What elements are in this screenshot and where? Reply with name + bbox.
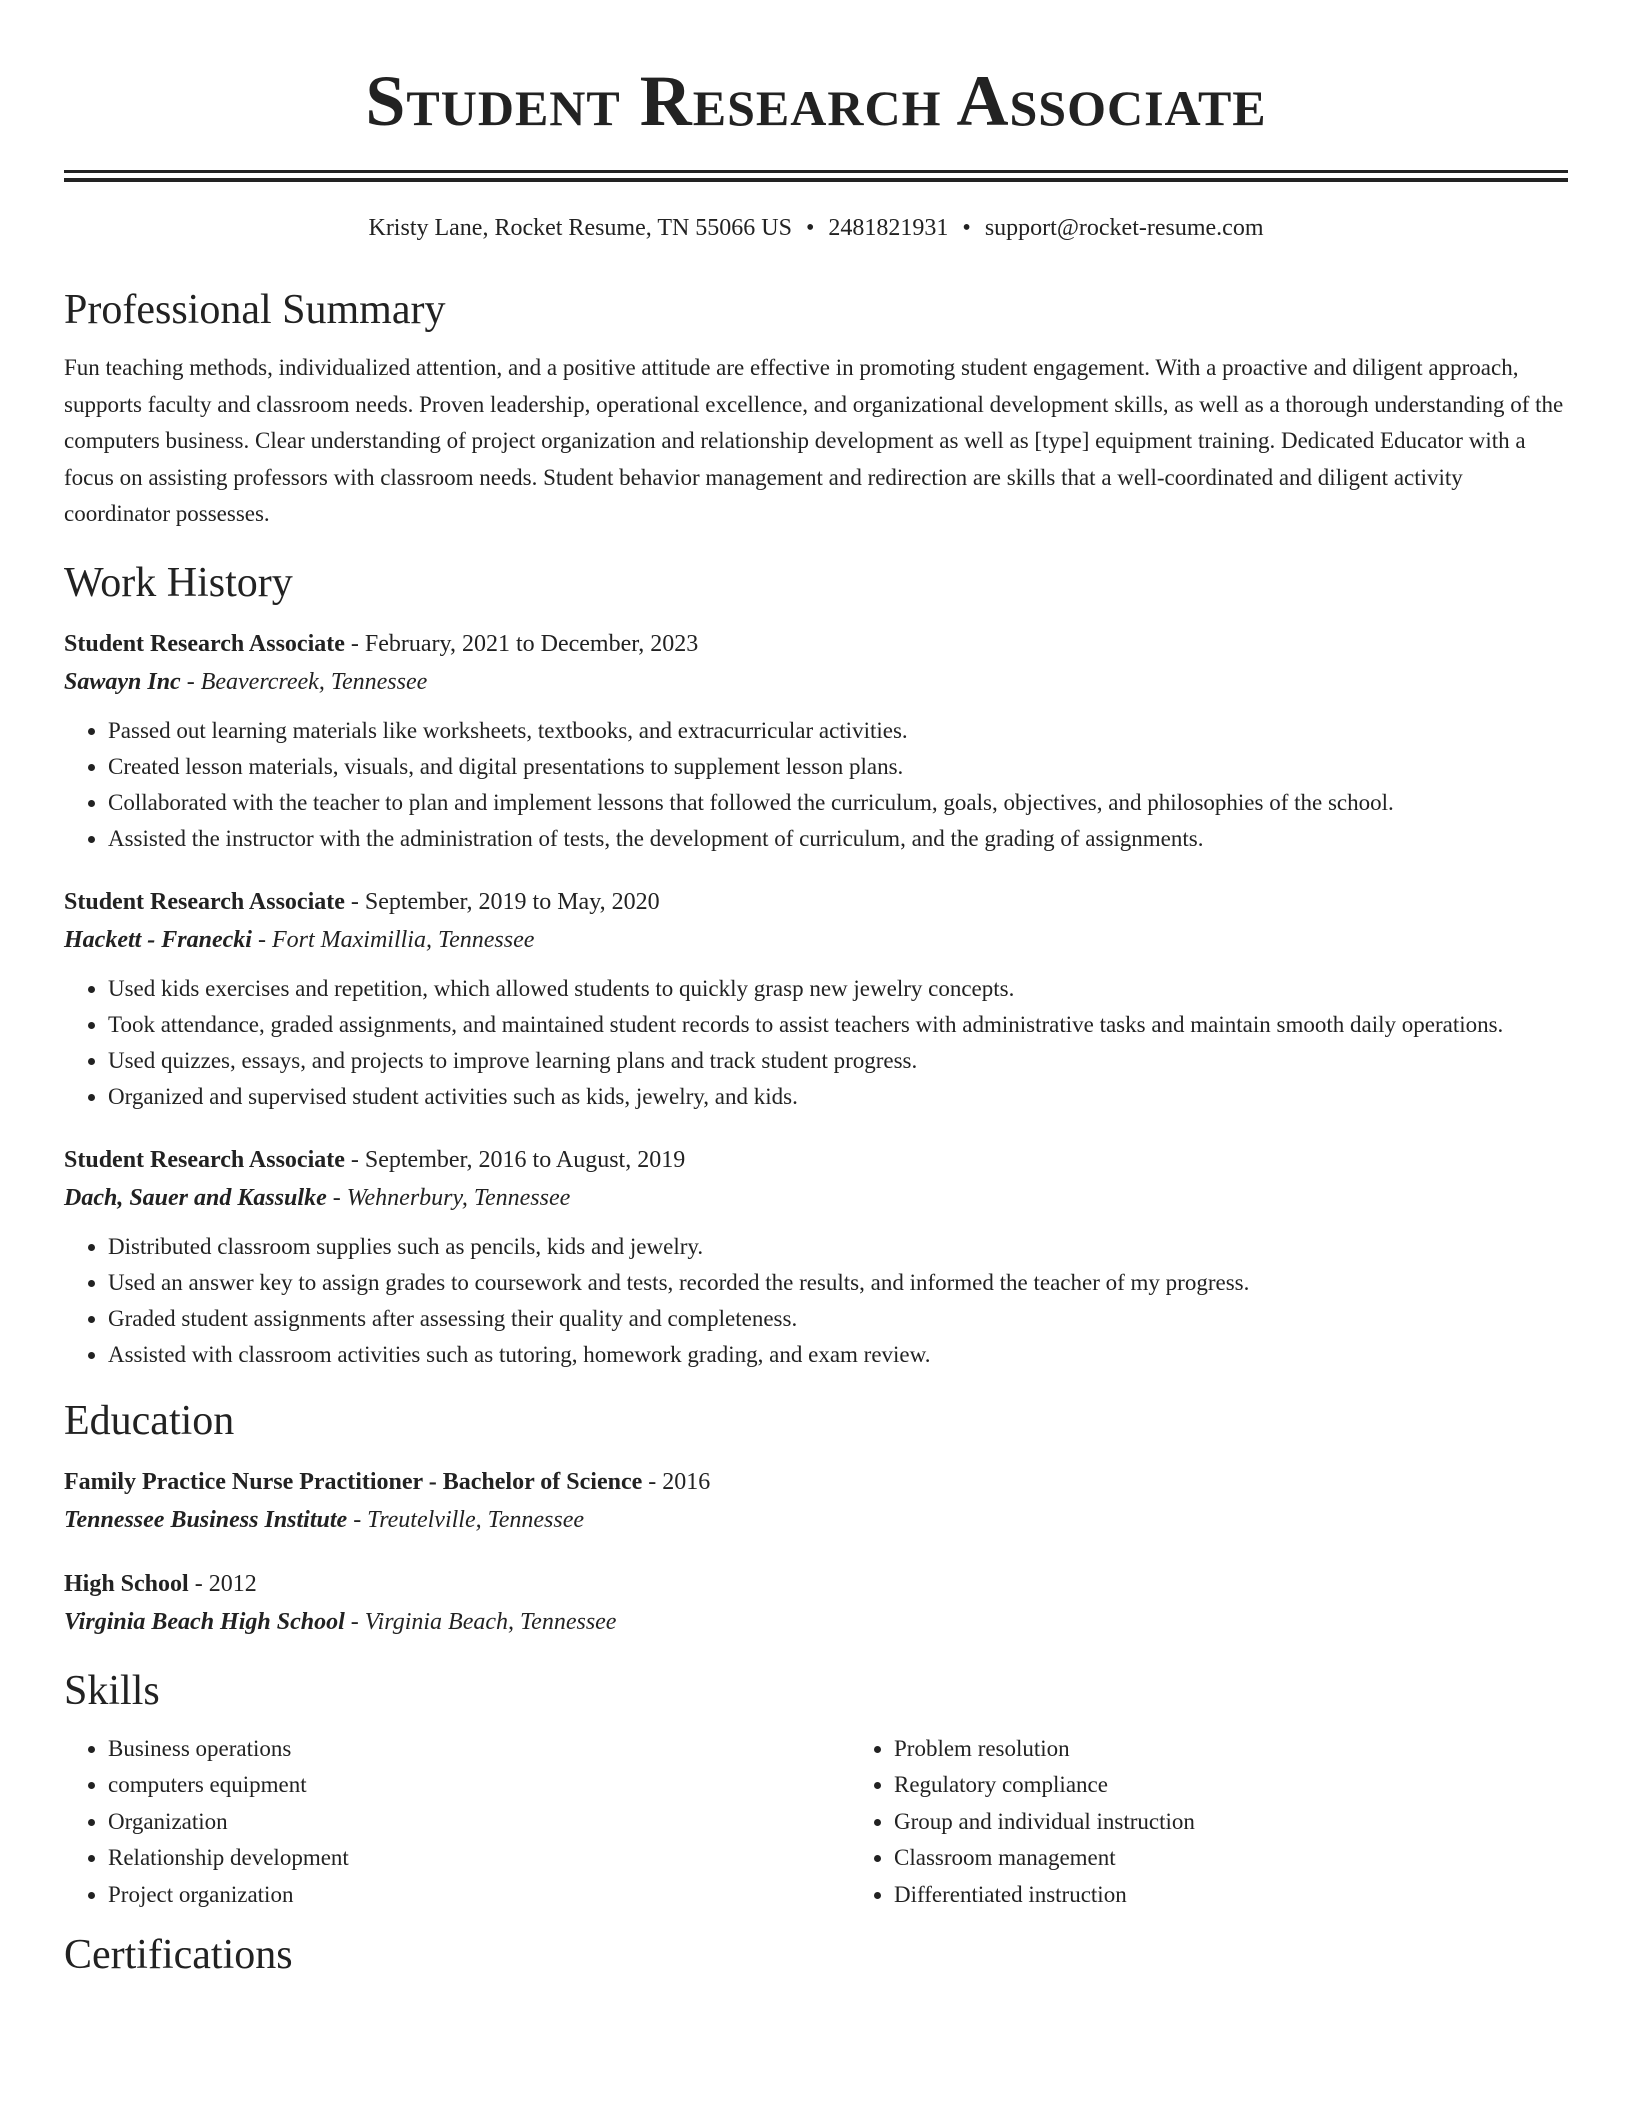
job-company: Dach, Sauer and Kassulke	[64, 1184, 327, 1211]
job-entry	[64, 883, 1568, 1115]
job-role: Student Research Associate	[64, 1146, 345, 1173]
section-title-work-history: Work History	[64, 559, 293, 606]
job-location: - Fort Maximillia, Tennessee	[251, 926, 535, 953]
section-title-certifications: Certifications	[64, 1932, 293, 1978]
skill-item: • Organization	[108, 1804, 850, 1841]
job-role: Student Research Associate	[64, 630, 345, 657]
job-bullet: • Passed out learning materials like worksheets, textbooks, and extracurricular activities.	[108, 713, 1568, 749]
job-dates: - September, 2016 to August, 2019	[344, 1146, 686, 1173]
job-bullet: • Graded student assignments after assessing their quality and completeness.	[108, 1301, 1568, 1337]
skill-item: • Classroom management	[894, 1840, 1195, 1877]
skill-item: • computers equipment	[108, 1767, 850, 1804]
education-year: - 2016	[642, 1468, 711, 1495]
education-degree: High School	[64, 1570, 189, 1597]
contact-line	[64, 212, 1568, 244]
education-school: Tennessee Business Institute	[64, 1506, 348, 1533]
resume-name: Student Research Associate	[365, 61, 1267, 141]
education-location: - Virginia Beach, Tennessee	[344, 1608, 617, 1635]
education-entry	[64, 1463, 1568, 1539]
job-bullet: • Used kids exercises and repetition, which allowed students to quickly grasp new jewelry concepts.	[108, 971, 1568, 1007]
job-bullets	[64, 971, 1568, 1115]
section-title-education: Education	[64, 1397, 235, 1444]
skills-column-left	[64, 1731, 850, 1914]
job-location: - Beavercreek, Tennessee	[180, 668, 428, 695]
skills-column-right	[850, 1731, 1195, 1914]
skill-item: • Business operations	[108, 1731, 850, 1768]
education-degree: Family Practice Nurse Practitioner - Bachelor of Science	[64, 1468, 643, 1495]
job-bullet: • Organized and supervised student activities such as kids, jewelry, and kids.	[108, 1079, 1568, 1115]
skill-item: • Relationship development	[108, 1840, 850, 1877]
job-bullet: • Distributed classroom supplies such as pencils, kids and jewelry.	[108, 1229, 1568, 1265]
job-bullet: • Used quizzes, essays, and projects to improve learning plans and track student progress.	[108, 1043, 1568, 1079]
skill-item: • Regulatory compliance	[894, 1767, 1195, 1804]
skill-item: • Differentiated instruction	[894, 1877, 1195, 1914]
job-bullets	[64, 1229, 1568, 1373]
skill-item: • Group and individual instruction	[894, 1804, 1195, 1841]
contact-separator: •	[962, 215, 971, 241]
skill-item: • Problem resolution	[894, 1731, 1195, 1768]
skills-list	[64, 1731, 1568, 1914]
job-dates: - September, 2019 to May, 2020	[344, 888, 660, 915]
job-dates: - February, 2021 to December, 2023	[344, 630, 699, 657]
contact-phone: 2481821931	[828, 215, 949, 241]
job-bullets	[64, 713, 1568, 857]
job-bullet: • Collaborated with the teacher to plan and implement lessons that followed the curriculum, goals, objectives, and philosophies of the school.	[108, 785, 1568, 821]
education-school: Virginia Beach High School	[64, 1608, 345, 1635]
job-bullet: • Assisted with classroom activities such as tutoring, homework grading, and exam review.	[108, 1337, 1568, 1373]
job-company: Hackett - Franecki	[64, 926, 252, 953]
job-bullet: • Assisted the instructor with the administration of tests, the development of curriculum, and the grading of assignments.	[108, 821, 1568, 857]
job-entry	[64, 625, 1568, 857]
contact-address: Kristy Lane, Rocket Resume, TN 55066 US	[368, 215, 792, 241]
job-bullet: • Used an answer key to assign grades to coursework and tests, recorded the results, and informed the teacher of my progress.	[108, 1265, 1568, 1301]
job-location: - Wehnerbury, Tennessee	[326, 1184, 571, 1211]
section-title-summary: Professional Summary	[64, 287, 446, 333]
job-bullet: • Created lesson materials, visuals, and digital presentations to supplement lesson plans.	[108, 749, 1568, 785]
header-rule-bottom	[64, 178, 1568, 182]
section-title-skills: Skills	[64, 1667, 160, 1714]
skill-item: • Project organization	[108, 1877, 850, 1914]
education-location: - Treutelville, Tennessee	[347, 1506, 585, 1533]
job-company: Sawayn Inc	[64, 668, 181, 695]
job-entry	[64, 1141, 1568, 1373]
summary-text: Fun teaching methods, individualized attention, and a positive attitude are effective in promoting student engagement. With a proactive and diligent approach, supports faculty and classroom needs. Proven leadership, operational excellence, and organizational development skills, as well as a thorough understanding of the computers business. Clear understanding of project organization and relationship development as well as [type] equipment training. Dedicated Educator with a focus on assisting professors with classroom needs. Student behavior management and redirection are skills that a well-coordinated and diligent activity coordinator possesses.	[64, 355, 1564, 526]
job-bullet: • Took attendance, graded assignments, and maintained student records to assist teachers with administrative tasks and maintain smooth daily operations.	[108, 1007, 1568, 1043]
contact-email: support@rocket-resume.com	[984, 215, 1264, 241]
job-role: Student Research Associate	[64, 888, 345, 915]
education-entry	[64, 1565, 1568, 1641]
contact-separator: •	[806, 215, 815, 241]
education-year: - 2012	[188, 1570, 257, 1597]
